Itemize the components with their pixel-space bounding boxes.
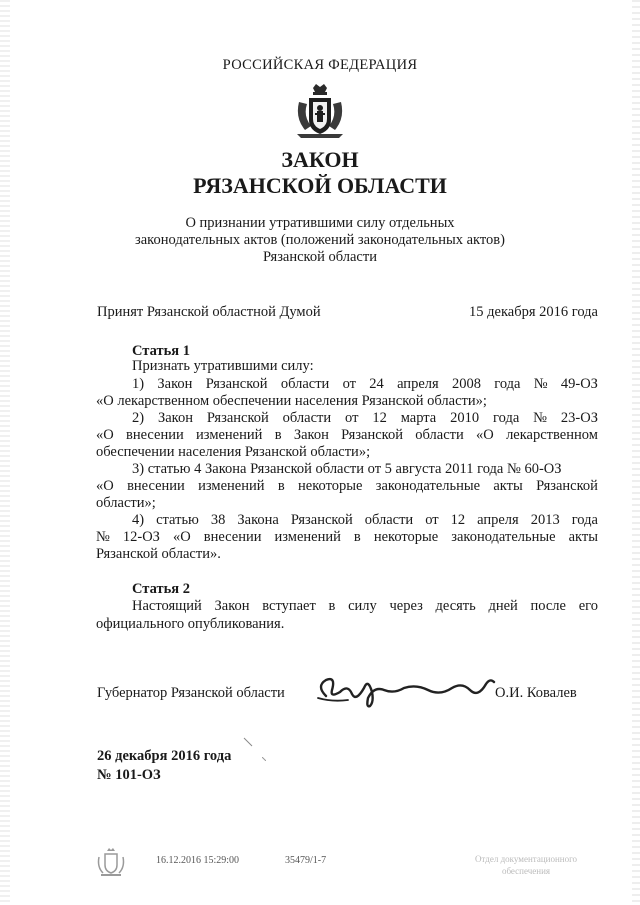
word: Закон (157, 410, 194, 426)
law-title (0, 147, 640, 199)
signing-date: 26 декабря 2016 года (97, 748, 232, 764)
word: 12 (450, 512, 466, 528)
emblem-watermark-icon (96, 847, 126, 877)
word: в (277, 478, 285, 494)
word: 49-ОЗ (560, 376, 598, 392)
word: Настоящий (132, 598, 202, 614)
article2-line1 (96, 598, 598, 615)
word: 2010 (450, 410, 480, 426)
word: Рязанской (206, 410, 269, 426)
word: Рязанской (205, 376, 268, 392)
word: области (415, 427, 464, 443)
word: лекарственном (506, 427, 598, 443)
word: апреля (397, 376, 439, 392)
word: законодательные (451, 529, 556, 545)
registration-id: 35479/1-7 (285, 855, 327, 866)
item2-line2 (96, 427, 598, 444)
word: 24 (369, 376, 384, 392)
word: в (274, 427, 282, 443)
word: № (533, 410, 547, 426)
word: «О (96, 427, 114, 443)
word: области (282, 410, 332, 426)
word: апреля (477, 512, 519, 528)
pen-mark-icon (242, 736, 254, 748)
word: «О (476, 427, 494, 443)
office-stamp (452, 852, 600, 880)
word: Закон (157, 376, 193, 392)
word: через (389, 598, 423, 614)
word: акты (568, 529, 598, 545)
word: внесении (127, 478, 185, 494)
word: марта (400, 410, 437, 426)
country-heading: РОССИЙСКАЯ ФЕДЕРАЦИЯ (222, 57, 418, 73)
scan-edge-right (632, 0, 640, 905)
word: 12-ОЗ (122, 529, 160, 545)
subject-line3: Рязанской области (263, 249, 377, 265)
article1-intro: Признать утратившими силу: (132, 358, 314, 374)
law-title-line1: ЗАКОН (281, 147, 359, 172)
word: 2013 (530, 512, 560, 528)
word: вступает (262, 598, 316, 614)
word: № (96, 529, 110, 545)
word: Рязанской (536, 478, 598, 494)
subject-line2: законодательных актов (положений законодательных актов) (135, 232, 505, 248)
word: области (280, 376, 330, 392)
item1-line1 (96, 376, 598, 393)
word: десять (435, 598, 476, 614)
word: 12 (372, 410, 387, 426)
word: дней (488, 598, 518, 614)
article2-title: Статья 2 (132, 581, 190, 597)
word: внесении (126, 427, 184, 443)
word: изменений (198, 478, 265, 494)
word: № (533, 376, 548, 392)
article2-line2: официального опубликования. (96, 616, 285, 632)
word: 23-ОЗ (560, 410, 598, 426)
item4-line3: Рязанской области». (96, 546, 221, 562)
item4-line1 (96, 512, 598, 529)
word: внесении (203, 529, 262, 545)
law-title-line2: РЯЗАНСКОЙ ОБЛАСТИ (193, 173, 447, 198)
word: в (328, 598, 336, 614)
law-number: № 101-ОЗ (97, 767, 161, 783)
word: 1) (132, 376, 145, 392)
article1-title: Статья 1 (132, 343, 190, 359)
handwritten-signature (312, 668, 502, 712)
word: Закона (237, 512, 279, 528)
item3-line1: 3) статью 4 Закона Рязанской области от 5 августа 2011 года № 60-ОЗ (132, 461, 562, 477)
word: от (342, 376, 356, 392)
word: 38 (210, 512, 226, 528)
item3-line2 (96, 478, 598, 495)
word: силу (348, 598, 377, 614)
word: в (353, 529, 361, 545)
item2-line3: обеспечении населения Рязанской области»; (96, 444, 371, 460)
adoption-date: 15 декабря 2016 года (469, 304, 598, 320)
word: года (493, 410, 520, 426)
subject-line1: О признании утратившими силу отдельных (185, 215, 455, 231)
word: 2008 (451, 376, 481, 392)
stamp-line1: Отдел документационного (474, 854, 578, 864)
item1-line2: «О лекарственном обеспечении населения Рязанской области»; (96, 393, 487, 409)
registration-timestamp: 16.12.2016 15:29:00 (156, 855, 240, 866)
word: Закон (293, 427, 329, 443)
signatory-position: Губернатор Рязанской области (97, 685, 285, 701)
stamp-line2: обеспечения (501, 866, 551, 876)
word: от (425, 512, 439, 528)
word: законодательные (375, 478, 481, 494)
coat-of-arms-icon (291, 82, 349, 140)
word: 4) (132, 512, 145, 528)
law-subject (0, 215, 640, 266)
item4-line2 (96, 529, 598, 546)
word: изменений (196, 427, 263, 443)
word: Закон (214, 598, 250, 614)
word: акты (493, 478, 523, 494)
word: статью (156, 512, 199, 528)
word: года (571, 512, 598, 528)
item2-line1 (96, 410, 598, 427)
signatory-name: О.И. Ковалев (495, 685, 577, 701)
word: 2) (132, 410, 145, 426)
word: области (364, 512, 414, 528)
word: от (345, 410, 359, 426)
word: «О (96, 478, 114, 494)
scan-edge-left (0, 0, 10, 905)
word: Рязанской (290, 512, 353, 528)
word: «О (172, 529, 191, 545)
word: некоторые (373, 529, 439, 545)
word: его (578, 598, 598, 614)
adoption-body: Принят Рязанской областной Думой (97, 304, 321, 320)
word: после (530, 598, 566, 614)
word: года (494, 376, 521, 392)
item3-line3: области»; (96, 495, 156, 511)
word: Рязанской (341, 427, 403, 443)
word: изменений (274, 529, 341, 545)
word: некоторые (298, 478, 363, 494)
pen-dot-icon (262, 757, 266, 761)
